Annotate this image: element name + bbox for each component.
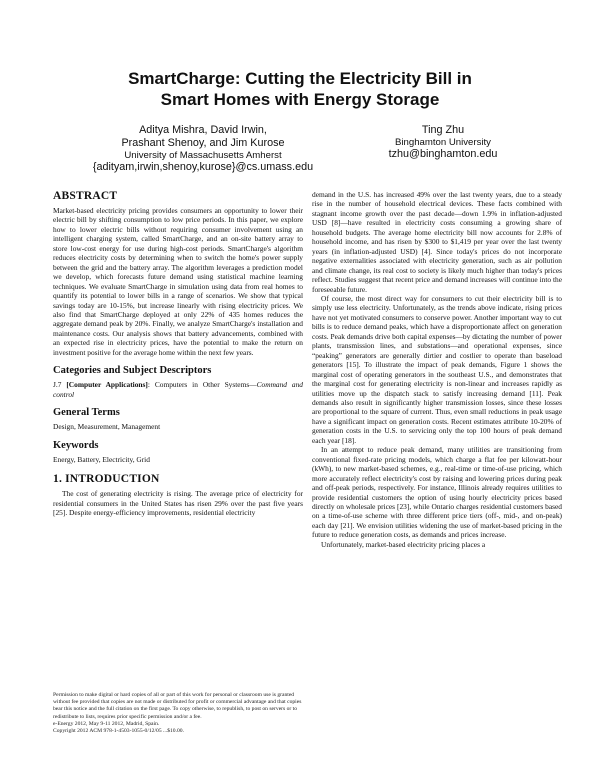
introduction-text: The cost of generating electricity is rising. The average price of electricity for residential consumers in the United States has risen 29% over the past five years [25]. Despite energy-efficiency improvements, residential electricity	[53, 489, 303, 517]
permission-notice: Permission to make digital or hard copies of all or part of this work for personal or classroom use is granted without fee provided that copies are not made or distributed for profit or commercial advantage and that copies bear this notice and the full citation on the first page. To copy otherwise, to republish, to post on servers or to redistribute to lists, requires prior specific permission and/or a fee.	[53, 692, 302, 720]
ccs-code: J.7	[53, 380, 62, 390]
abstract-heading: ABSTRACT	[53, 190, 118, 202]
copyright-footnote	[53, 692, 303, 735]
general-terms-heading: General Terms	[53, 407, 120, 419]
title-line-1: SmartCharge: Cutting the Electricity Bill in	[128, 69, 472, 88]
author-email: {adityam,irwin,shenoy,kurose}@cs.umass.edu	[92, 161, 314, 173]
ccs-text: : Computers in Other Systems—	[147, 380, 257, 390]
ccs-bracket: [Computer Applications]	[66, 380, 148, 390]
title-line-2: Smart Homes with Energy Storage	[160, 90, 440, 109]
intro-paragraph-4: Unfortunately, market-based electricity pricing places a	[321, 539, 486, 549]
keywords-text: Energy, Battery, Electricity, Grid	[53, 454, 150, 464]
left-column	[53, 190, 303, 517]
categories-heading: Categories and Subject Descriptors	[53, 365, 212, 377]
intro-paragraph-3: In an attempt to reduce peak demand, many utilities are transitioning from conventional fixed-rate pricing models, which charge a flat fee per kilowatt-hour (kWh), to new market-based schemes, e.g., real-time or time-of-use pricing, which more accurately reflect electricity's cost by raising and lowering prices during peak and off-peak periods, respectively. For instance, Illinois already requires utilities to provide residential customers the option of using hourly electricity prices based directly on wholesale prices [23], while Ontario charges residential customers based on a time-of-use scheme with three different price tiers (off-, mid-, and on-peak) each day [21]. We envision utilities widening the use of market-based pricing in the future to reduce generation costs, as demands and prices increase.	[312, 445, 562, 540]
intro-paragraph-2: Of course, the most direct way for consumers to cut their electricity bill is to simply use less electricity. Unfortunately, as the trends above indicate, rising prices have not yet motivated consumers to conserve power. Another important way to cut bills is to reduce demand peaks, which have a disproportionate affect on generation costs. Peak demands drive both capital expenses—by dictating the number of power plants, transmission lines, and substations—and operational expenses, since “peaking” generators are generally dirtier and costlier to operate than baseload generators [15]. To illustrate the impact of peak demands, Figure 1 shows the marginal cost of operating generators in the southeast U.S., and demonstrates that the marginal cost for generating electricity is non-linear and increases rapidly as utilities move up the dispatch stack to satisfy increasing demand [11]. Peak demands also result in significantly higher transmission losses, since these losses are proportional to the square of current. Thus, even small reductions in peak usage have a significant impact on generation costs. Recent estimates attribute 10-20% of generation costs in the U.S. to servicing only the top 100 hours of peak demand each year [18].	[312, 293, 562, 445]
keywords-heading: Keywords	[53, 439, 99, 451]
introduction-heading: 1. INTRODUCTION	[53, 473, 160, 486]
conference-line: e-Energy 2012, May 9-11 2012, Madrid, Spain.	[53, 720, 160, 727]
right-column	[312, 190, 562, 549]
author-affiliation: Binghamton University	[395, 137, 491, 148]
paper-title	[40, 68, 560, 110]
author-affiliation: University of Massachusetts Amherst	[124, 150, 282, 161]
author-block-umass	[60, 124, 346, 174]
author-email: tzhu@binghamton.edu	[388, 148, 498, 160]
author-names-line-1: Aditya Mishra, David Irwin,	[139, 124, 267, 136]
author-name: Ting Zhu	[421, 124, 465, 136]
intro-paragraph-1: demand in the U.S. has increased 49% over the last twenty years, due to a steady rise in the number of household electrical devices. These facts combined with stagnant income growth over the past decade—down 1.9% in inflation-adjusted USD [8]—have resulted in electricity costs consuming a growing share of household budgets. The average home electricity bill now accounts for 2.8% of household income, and has risen by $300 to $1,419 per year over the last twenty years (in inflation-adjusted USD) [4]. Since today's prices do not incorporate negative externalities associated with electricity generation, such as air pollution and climate change, its real cost to society is likely much higher than today's prices reflect. Studies suggest that recent price and demand increases will continue into the foreseeable future.	[312, 190, 562, 294]
categories-text	[53, 380, 303, 399]
ccs-italic: Command and control	[53, 380, 303, 399]
general-terms-text: Design, Measurement, Management	[53, 422, 161, 432]
abstract-text: Market-based electricity pricing provides consumers an opportunity to lower their electric bill by shifting consumption to low price periods. In this paper, we explore how to lower electric bills without requiring consumer involvement using an intelligent charging system, called SmartCharge, and an on-site battery array to store low-cost energy for use during high-cost periods. SmartCharge's algorithm reduces electricity costs by determining when to switch the home's power supply between the grid and the battery array. The algorithm leverages a prediction model we develop, which forecasts future demand using statistical machine learning techniques. We evaluate SmartCharge in simulation using data from real homes to quantify its potential to lower bills in a range of scenarios. We show that typical savings today are 10-15%, but increase linearly with rising electricity prices. We also find that SmartCharge deployed at only 22% of 435 homes reduces the aggregate demand peak by 20%. Finally, we analyze SmartCharge's installation and maintenance costs. Our analysis shows that battery advancements, combined with an expected rise in electricity prices, have the potential to make the return on investment positive for the average home within the next few years.	[53, 206, 303, 357]
author-block-binghamton	[350, 124, 536, 161]
author-names-line-2: Prashant Shenoy, and Jim Kurose	[121, 137, 285, 149]
copyright-line: Copyright 2012 ACM 978-1-4503-1055-0/12/05 ...$10.00.	[53, 728, 184, 735]
